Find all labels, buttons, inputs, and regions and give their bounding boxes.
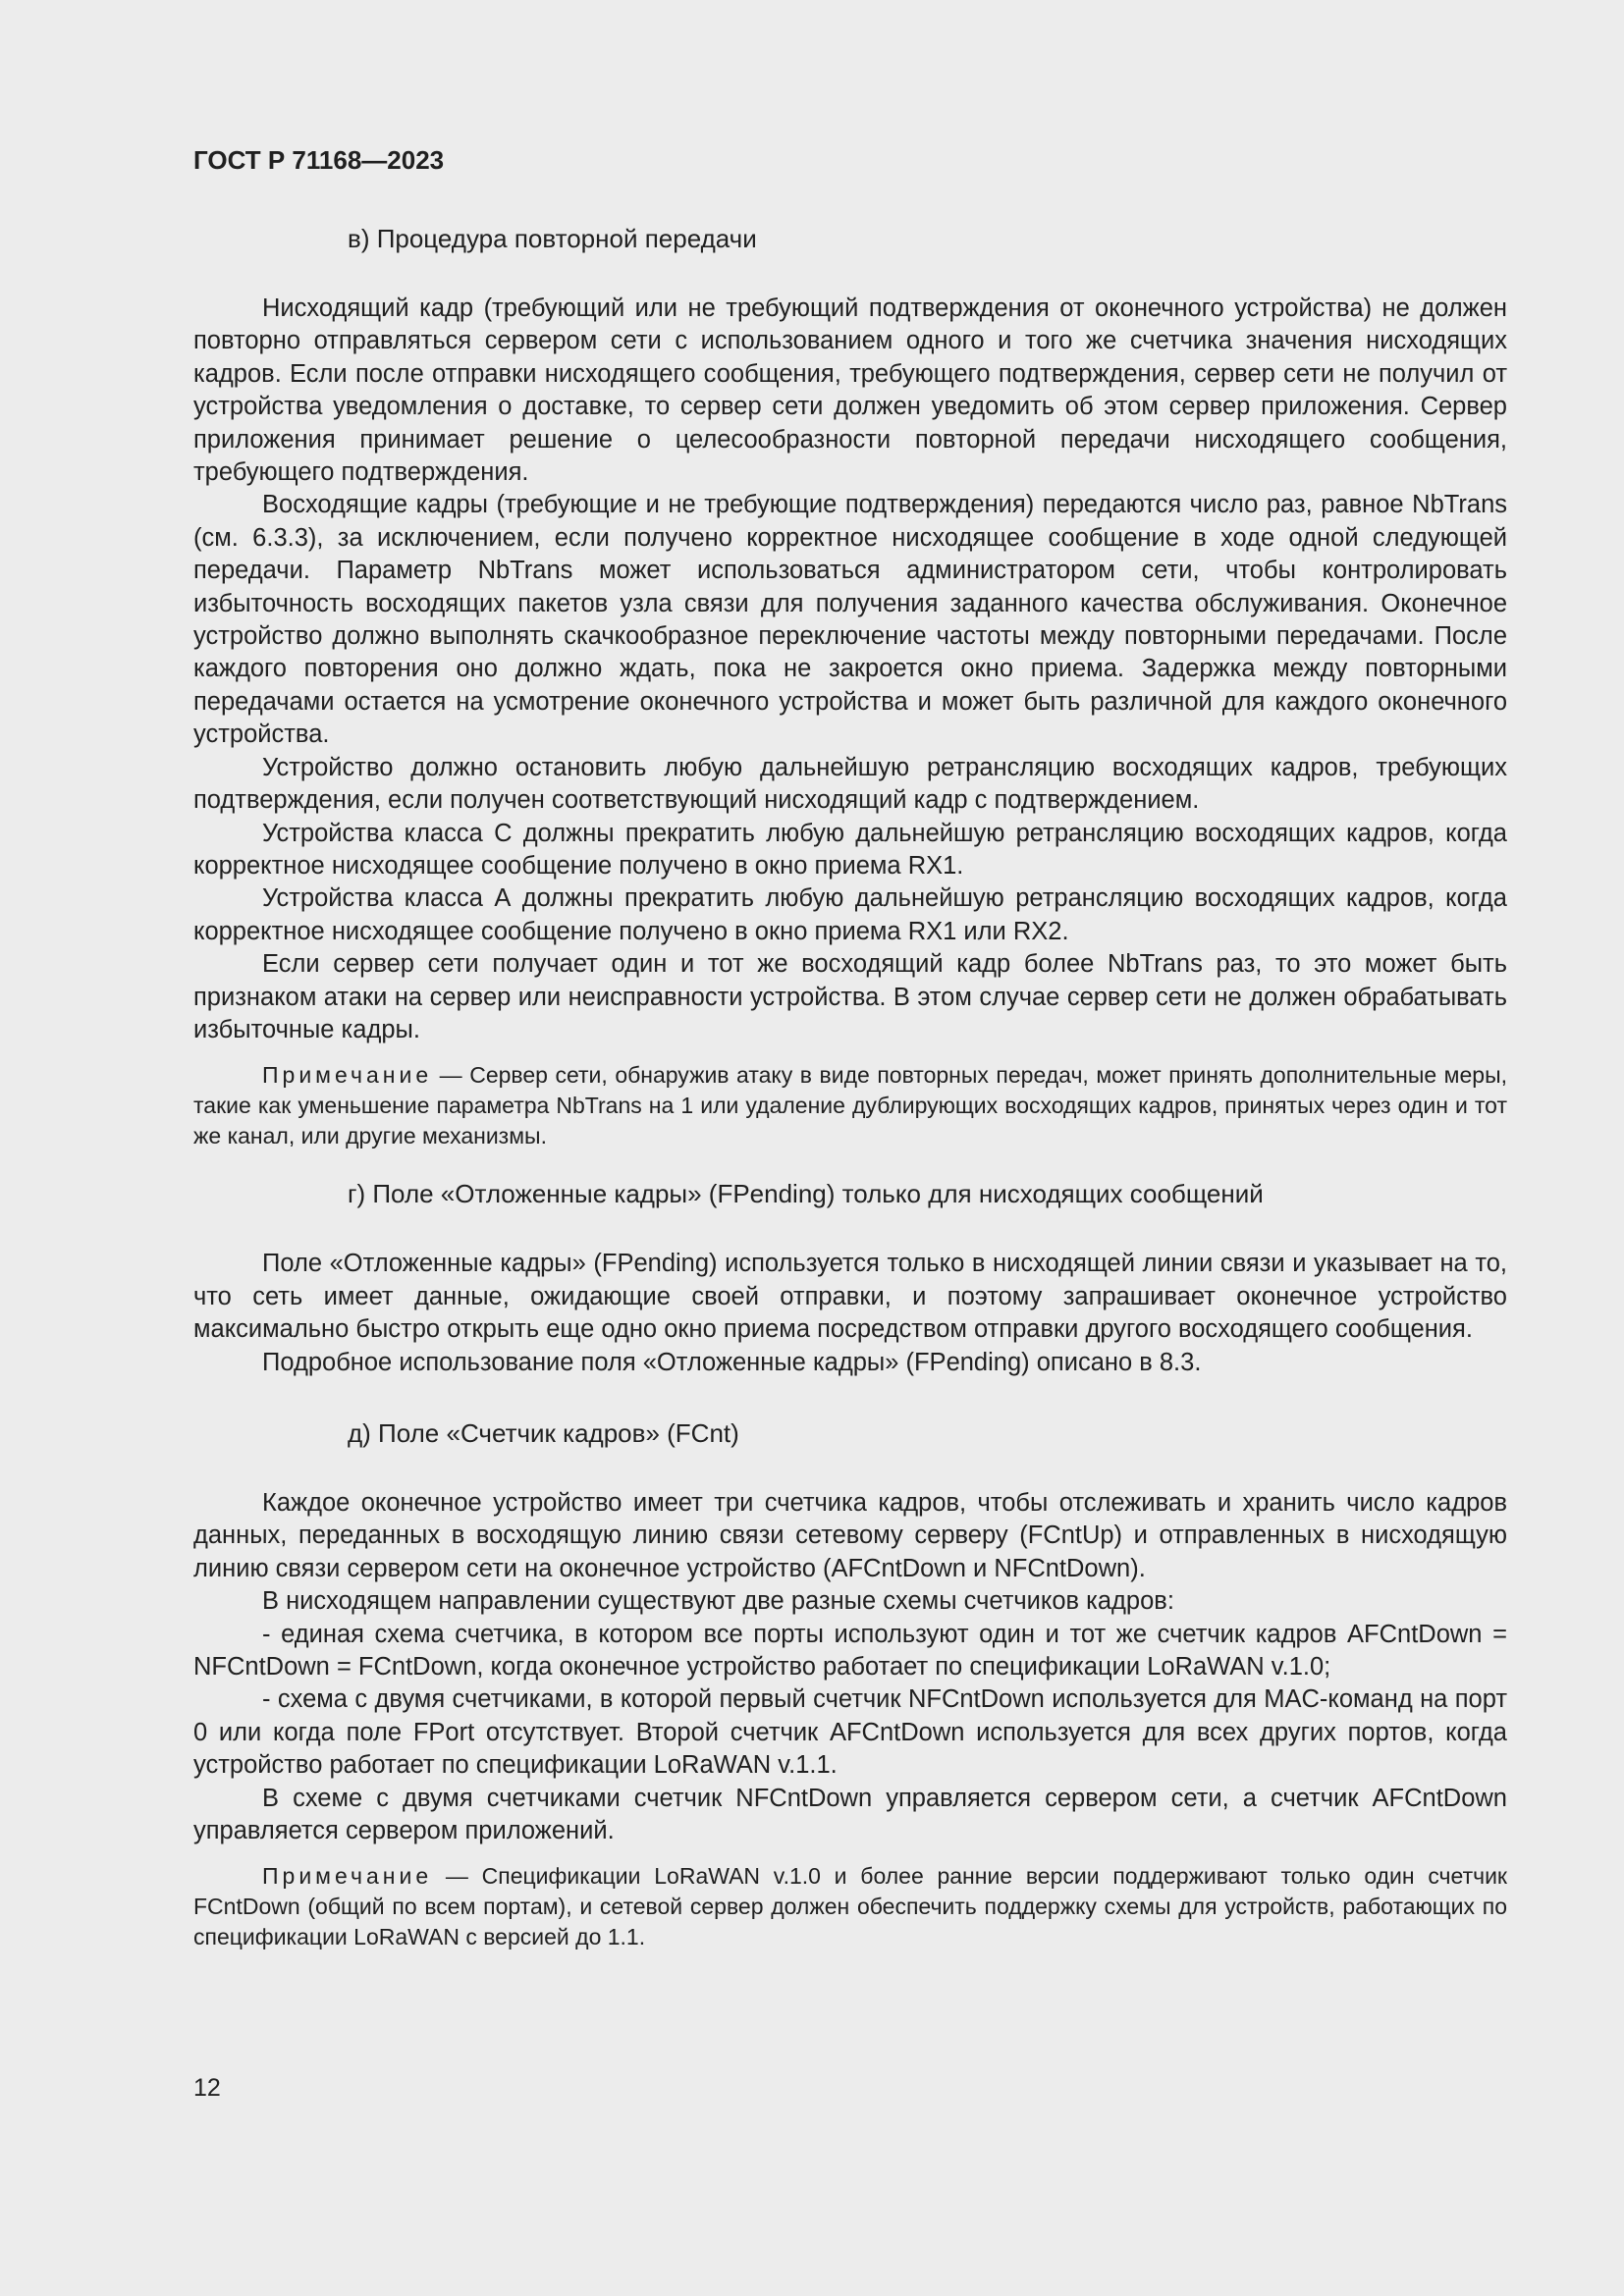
page-content bbox=[193, 145, 1507, 1952]
paragraph: Устройства класса С должны прекратить любую дальнейшую ретрансляцию восходящих кадров, когда корректное нисходящее сообщение получено в окно приема RX1. bbox=[193, 819, 1507, 880]
list-item: - схема с двумя счетчиками, в которой первый счетчик NFCntDown используется для MAC-команд на порт 0 или когда поле FPort отсутствует. Второй счетчик AFCntDown используется для всех других портов, когда устройство работает по спецификации LoRaWAN v.1.1. bbox=[193, 1685, 1507, 1780]
page-number: 12 bbox=[193, 2074, 221, 2102]
list-item: - единая схема счетчика, в котором все порты используют один и тот же счетчик кадров AFCntDown = NFCntDown = FCntDown, когда оконечное устройство работает по спецификации LoRaWAN v.1.0; bbox=[193, 1620, 1507, 1681]
note-text: — Спецификации LoRaWAN v.1.0 и более ранние версии поддерживают только один счетчик FCntDown (общий по всем портам), и сетевой сервер должен обеспечить поддержку схемы для устройств, работающих по спецификации LoRaWAN с версией до 1.1. bbox=[193, 1863, 1507, 1950]
paragraph: В схеме с двумя счетчиками счетчик NFCntDown управляется сервером сети, а счетчик AFCntDown управляется сервером приложений. bbox=[193, 1784, 1507, 1845]
paragraph: Восходящие кадры (требующие и не требующие подтверждения) передаются число раз, равное NbTrans (см. 6.3.3), за исключением, если получено корректное нисходящее сообщение в ходе одной следующей передачи. Параметр NbTrans может использоваться администратором сети, чтобы контролировать избыточность восходящих пакетов узла связи для получения заданного качества обслуживания. Оконечное устройство должно выполнять скачкообразное переключение частоты между повторными передачами. После каждого повторения оно должно ждать, пока не закроется окно приема. Задержка между повторными передачами остается на усмотрение оконечного устройства и может быть различной для каждого оконечного устройства. bbox=[193, 491, 1507, 749]
paragraph: Поле «Отложенные кадры» (FPending) используется только в нисходящей линии связи и указывает на то, что сеть имеет данные, ожидающие своей отправки, и поэтому запрашивает оконечное устройство максимально быстро открыть еще одно окно приема посредством отправки другого восходящего сообщения. bbox=[193, 1250, 1507, 1344]
note-label: Примечание bbox=[262, 1062, 433, 1089]
section-title-d: д) Поле «Счетчик кадров» (FCnt) bbox=[348, 1417, 739, 1448]
note-label: Примечание bbox=[262, 1863, 433, 1890]
section-title-g: г) Поле «Отложенные кадры» (FPending) только для нисходящих сообщений bbox=[348, 1179, 1264, 1209]
paragraph: Нисходящий кадр (требующий или не требующий подтверждения от оконечного устройства) не должен повторно отправляться сервером сети с использованием одного и того же счетчика значения нисходящих кадров. Если после отправки нисходящего сообщения, требующего подтверждения, сервер сети не получил от устройства уведомления о доставке, то сервер сети должен уведомить об этом сервер приложения. Сервер приложения принимает решение о целесообразности повторной передачи нисходящего сообщения, требующего подтверждения. bbox=[193, 294, 1507, 487]
paragraph: Если сервер сети получает один и тот же восходящий кадр более NbTrans раз, то это может быть признаком атаки на сервер или неисправности устройства. В этом случае сервер сети не должен обрабатывать избыточные кадры. bbox=[193, 950, 1507, 1043]
paragraph: Подробное использование поля «Отложенные кадры» (FPending) описано в 8.3. bbox=[262, 1348, 1202, 1376]
note-text: — Сервер сети, обнаружив атаку в виде повторных передач, может принять дополнительные меры, такие как уменьшение параметра NbTrans на 1 или удаление дублирующих восходящих кадров, принятых через один и тот же канал, или другие механизмы. bbox=[193, 1062, 1507, 1149]
paragraph: Устройства класса А должны прекратить любую дальнейшую ретрансляцию восходящих кадров, когда корректное нисходящее сообщение получено в окно приема RX1 или RX2. bbox=[193, 884, 1507, 945]
paragraph: В нисходящем направлении существуют две разные схемы счетчиков кадров: bbox=[262, 1587, 1174, 1616]
section-title-v: в) Процедура повторной передачи bbox=[348, 224, 757, 253]
note-paragraph bbox=[193, 1861, 1507, 1952]
note-paragraph bbox=[193, 1060, 1507, 1151]
paragraph: Каждое оконечное устройство имеет три счетчика кадров, чтобы отслеживать и хранить число кадров данных, переданных в восходящую линию связи сетевому серверу (FCntUp) и отправленных в нисходящую линию связи сервером сети на оконечное устройство (AFCntDown и NFCntDown). bbox=[193, 1488, 1507, 1582]
document-code: ГОСТ Р 71168—2023 bbox=[193, 145, 445, 175]
paragraph: Устройство должно остановить любую дальнейшую ретрансляцию восходящих кадров, требующих подтверждения, если получен соответствующий нисходящий кадр с подтверждением. bbox=[193, 753, 1507, 815]
